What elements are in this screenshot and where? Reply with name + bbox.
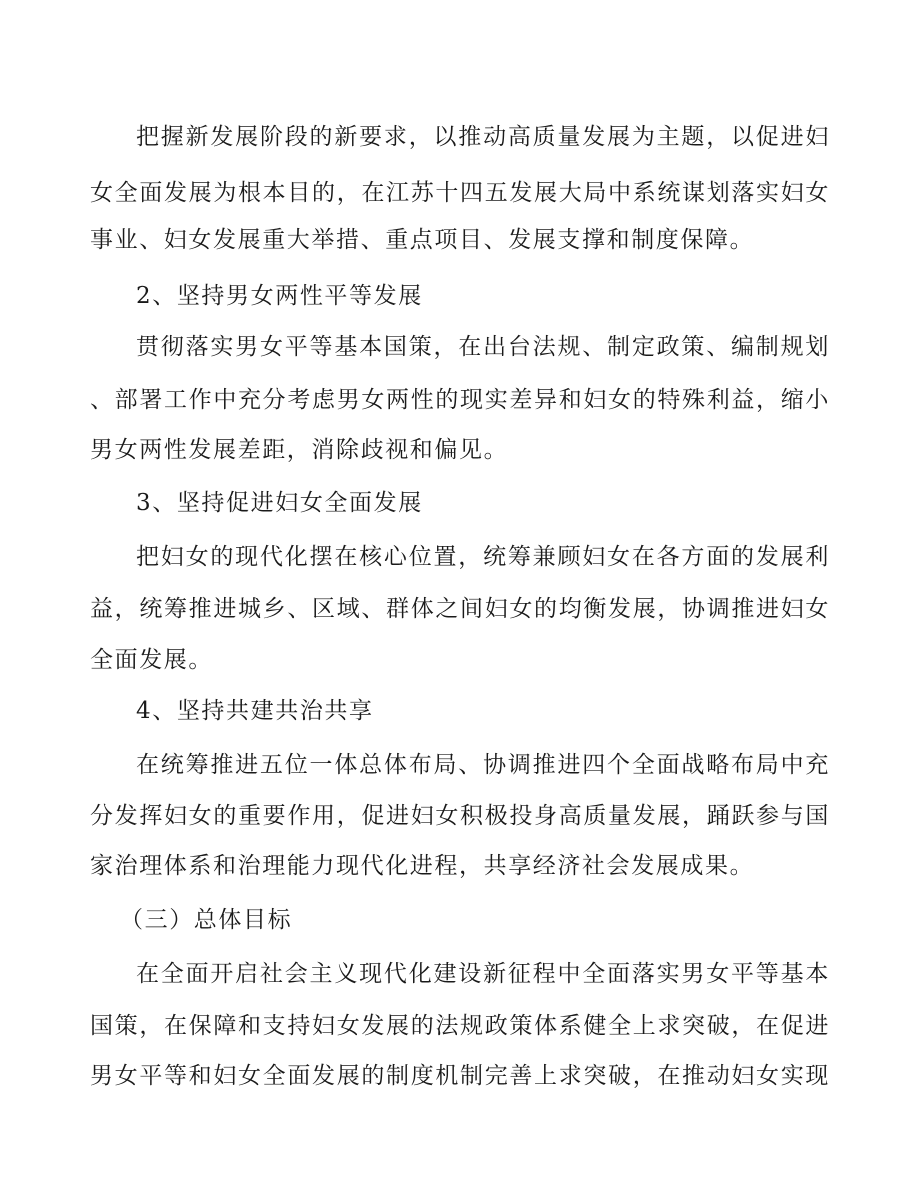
paragraph-3-line-1: 把妇女的现代化摆在核心位置，统筹兼顾妇女在各方面的发展利 bbox=[136, 544, 830, 570]
heading-principle-2: 2、坚持男女两性平等发展 bbox=[136, 283, 423, 309]
paragraph-4-line-2: 分发挥妇女的重要作用，促进妇女积极投身高质量发展，踊跃参与国 bbox=[90, 803, 830, 829]
paragraph-2-line-2: 、部署工作中充分考虑男女两性的现实差异和妇女的特殊利益，缩小 bbox=[90, 387, 830, 413]
heading-principle-4: 4、坚持共建共治共享 bbox=[136, 698, 374, 724]
section-heading-overall-goals: （三）总体目标 bbox=[120, 907, 293, 933]
paragraph-4-line-3: 家治理体系和治理能力现代化进程，共享经济社会发展成果。 bbox=[90, 853, 755, 879]
paragraph-5-line-1: 在全面开启社会主义现代化建设新征程中全面落实男女平等基本 bbox=[136, 961, 830, 987]
paragraph-2-line-1: 贯彻落实男女平等基本国策，在出台法规、制定政策、编制规划 bbox=[136, 334, 830, 360]
paragraph-5-line-2: 国策，在保障和支持妇女发展的法规政策体系健全上求突破，在促进 bbox=[90, 1013, 830, 1039]
paragraph-3-line-3: 全面发展。 bbox=[90, 647, 213, 673]
paragraph-4-line-1: 在统筹推进五位一体总体布局、协调推进四个全面战略布局中充 bbox=[136, 752, 830, 778]
paragraph-2-line-3: 男女两性发展差距，消除歧视和偏见。 bbox=[90, 437, 509, 463]
heading-principle-3: 3、坚持促进妇女全面发展 bbox=[136, 490, 423, 516]
paragraph-5-line-3: 男女平等和妇女全面发展的制度机制完善上求突破，在推动妇女实现 bbox=[90, 1063, 830, 1089]
paragraph-1-line-1: 把握新发展阶段的新要求，以推动高质量发展为主题，以促进妇 bbox=[136, 124, 830, 150]
paragraph-1-line-3: 事业、妇女发展重大举措、重点项目、发展支撑和制度保障。 bbox=[90, 227, 755, 253]
paragraph-1-line-2: 女全面发展为根本目的，在江苏十四五发展大局中系统谋划落实妇女 bbox=[90, 180, 830, 206]
paragraph-3-line-2: 益，统筹推进城乡、区域、群体之间妇女的均衡发展，协调推进妇女 bbox=[90, 596, 830, 622]
